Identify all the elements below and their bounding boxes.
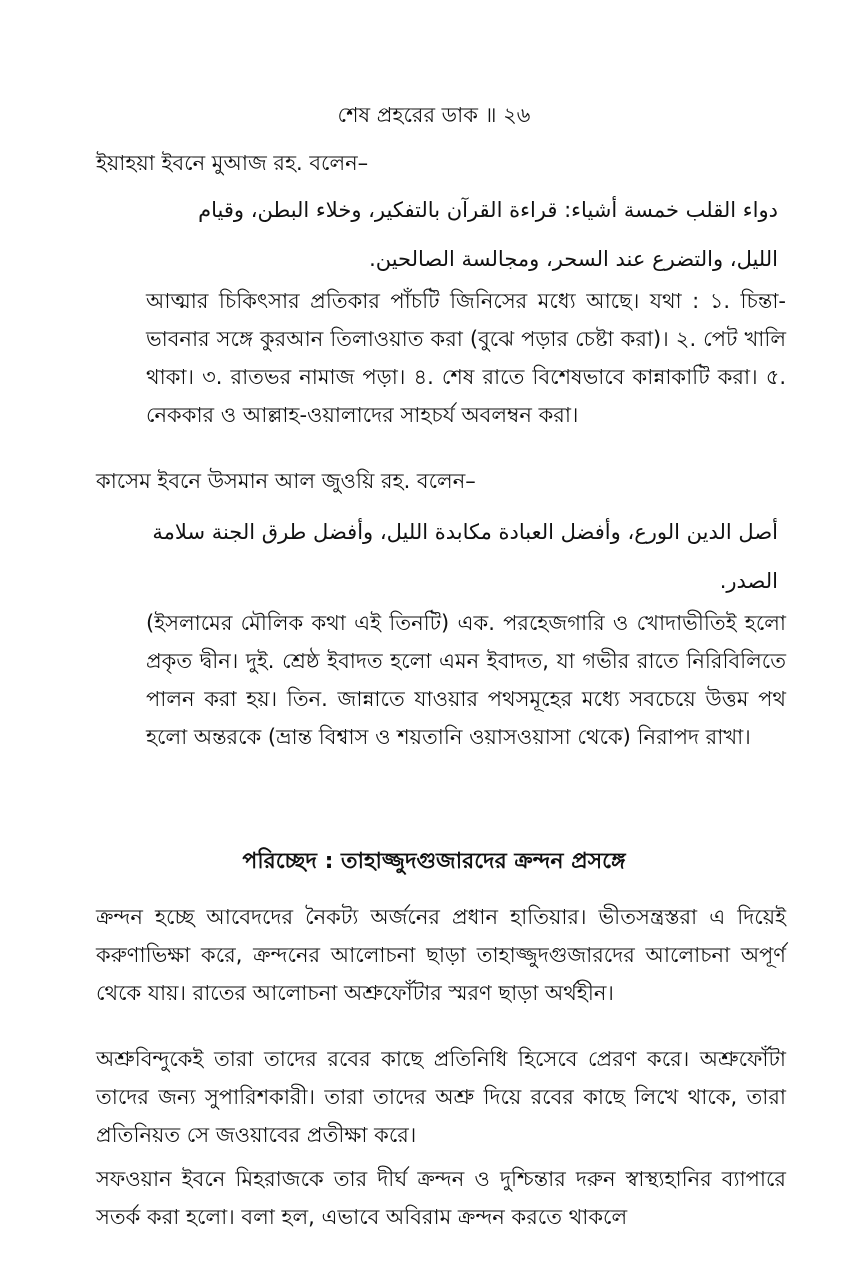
body-paragraph: সফওয়ান ইবনে মিহরাজকে তার দীর্ঘ ক্রন্দন ও দুশ্চিন্তার দরুন স্বাস্থ্যহানির ব্যাপারে সতর্ক করা হলো। বলা হল, এভাবে অবিরাম ক্রন্দন করতে থাকলে: [96, 1167, 786, 1229]
section-heading: পরিচ্ছেদ : তাহাজ্জুদগুজারদের ক্রন্দন প্রসঙ্গে: [242, 849, 626, 874]
body-paragraph: অশ্রুবিন্দুকেই তারা তাদের রবের কাছে প্রতিনিধি হিসেবে প্রেরণ করে। অশ্রুফোঁটা তাদের জন্য সুপারিশকারী। তারা তাদের অশ্রু দিয়ে রবের কাছে লিখে থাকে, তারা প্রতিনিয়ত সে জওয়াবের প্রতীক্ষা করে।: [96, 1047, 786, 1147]
translation-paragraph: (ইসলামের মৌলিক কথা এই তিনটি) এক. পরহেজগারি ও খোদাভীতিই হলো প্রকৃত দ্বীন। দুই. শ্রেষ্ঠ ইবাদত হলো এমন ইবাদত, যা গভীর রাতে নিরিবিলিতে পালন করা হয়। তিন. জান্নাতে যাওয়ার পথসমূহের মধ্যে সবচেয়ে উত্তম পথ হলো অন্তরকে (ভ্রান্ত বিশ্বাস ও শয়তানি ওয়াসওয়াসা থেকে) নিরাপদ রাখা।: [146, 611, 786, 749]
speaker-attribution: ইয়াহয়া ইবনে মুআজ রহ. বলেন–: [96, 151, 369, 175]
speaker-attribution: কাসেম ইবনে উসমান আল জুওয়ি রহ. বলেন–: [96, 469, 476, 493]
body-paragraph: ক্রন্দন হচ্ছে আবেদদের নৈকট্য অর্জনের প্রধান হাতিয়ার। ভীতসন্ত্রস্তরা এ দিয়েই করুণাভিক্ষা করে, ক্রন্দনের আলোচনা ছাড়া তাহাজ্জুদগুজারদের আলোচনা অপূর্ণ থেকে যায়। রাতের আলোচনা অশ্রুফোঁটার স্মরণ ছাড়া অর্থহীন।: [96, 905, 786, 1005]
running-header: শেষ প্রহরের ডাক ॥ ২৬: [337, 103, 531, 127]
arabic-quote: دواء القلب خمسة أشياء: قراءة القرآن بالتفكير، وخلاء البطن، وقيام الليل، والتضرع عند السحر، ومجالسة الصالحين.: [198, 198, 778, 271]
arabic-quote: أصل الدين الورع، وأفضل العبادة مكابدة الليل، وأفضل طرق الجنة سلامة الصدر.: [152, 520, 778, 593]
translation-paragraph: আত্মার চিকিৎসার প্রতিকার পাঁচটি জিনিসের মধ্যে আছে। যথা : ১. চিন্তা-ভাবনার সঙ্গে কুরআন তিলাওয়াত করা (বুঝে পড়ার চেষ্টা করা)। ২. পেট খালি থাকা। ৩. রাতভর নামাজ পড়া। ৪. শেষ রাতে বিশেষভাবে কান্নাকাটি করা। ৫. নেককার ও আল্লাহ-ওয়ালাদের সাহচর্য অবলম্বন করা।: [146, 289, 786, 427]
